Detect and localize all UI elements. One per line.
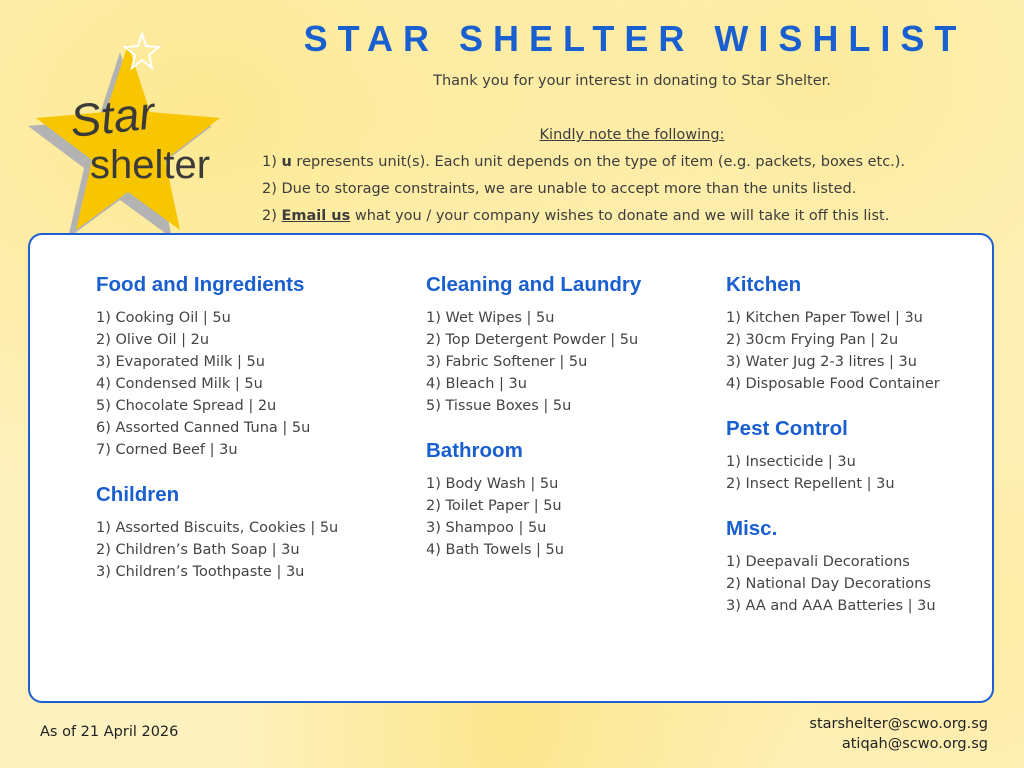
intro-point-1 [262,149,1002,176]
intro-point-3-rest: what you / your company wishes to donate and we will take it off this list. [350,208,890,224]
list-item: 4) Bath Towels | 5u [426,542,564,558]
list-item: 3) Fabric Softener | 5u [426,354,588,370]
list-item: 1) Deepavali Decorations [726,554,910,570]
list-item: 1) Kitchen Paper Towel | 3u [726,310,923,326]
section-title: Cleaning and Laundry [426,273,642,296]
item-list [426,307,706,417]
intro-point-1-prefix: 1) [262,154,282,170]
item-list [96,307,406,461]
section-title: Pest Control [726,417,848,440]
intro-spacer [262,95,1002,122]
list-item: 1) Body Wash | 5u [426,476,559,492]
section-title: Bathroom [426,439,523,462]
wishlist-card [28,233,994,703]
section-title: Misc. [726,517,778,540]
section-pest-control [726,417,986,495]
list-item: 3) Evaporated Milk | 5u [96,354,265,370]
column-3 [726,273,986,639]
list-item: 2) Children’s Bath Soap | 3u [96,542,300,558]
list-item: 2) Insect Repellent | 3u [726,476,895,492]
email-atiqah[interactable]: atiqah@scwo.org.sg [841,736,988,752]
list-item: 2) Toilet Paper | 5u [426,498,562,514]
list-item: 3) Shampoo | 5u [426,520,547,536]
section-children [96,483,406,583]
list-item: 6) Assorted Canned Tuna | 5u [96,420,311,436]
list-item: 1) Insecticide | 3u [726,454,856,470]
intro-point-1-bold: u [281,154,292,170]
section-title: Food and Ingredients [96,273,305,296]
column-1 [96,273,406,605]
intro-point-3 [262,203,1002,230]
list-item: 5) Chocolate Spread | 2u [96,398,277,414]
page-title: STAR SHELTER WISHLIST [303,18,967,59]
section-food [96,273,406,461]
section-kitchen [726,273,986,395]
intro [262,68,1002,230]
list-item: 2) Top Detergent Powder | 5u [426,332,639,348]
list-item: 2) 30cm Frying Pan | 2u [726,332,899,348]
intro-note-heading: Kindly note the following: [539,127,725,143]
intro-thanks: Thank you for your interest in donating to Star Shelter. [433,73,831,89]
list-item: 4) Bleach | 3u [426,376,527,392]
item-list [726,551,986,617]
logo-text-shelter: shelter [90,143,211,187]
section-cleaning [426,273,706,417]
intro-point-2: 2) Due to storage constraints, we are unable to accept more than the units listed. [262,181,857,197]
item-list [726,451,986,495]
list-item: 2) National Day Decorations [726,576,931,592]
list-item: 4) Disposable Food Container [726,376,940,392]
list-item: 5) Tissue Boxes | 5u [426,398,572,414]
star-shelter-logo [10,20,245,245]
list-item: 7) Corned Beef | 3u [96,442,238,458]
logo-text-star: Star [67,86,157,147]
as-of-date: As of 21 April 2026 [40,724,179,740]
item-list [726,307,986,395]
list-item: 3) Water Jug 2-3 litres | 3u [726,354,917,370]
list-item: 4) Condensed Milk | 5u [96,376,263,392]
item-list [426,473,706,561]
intro-point-1-rest: represents unit(s). Each unit depends on the type of item (e.g. packets, boxes etc.). [291,154,906,170]
email-us-link[interactable]: Email us [281,208,351,224]
column-2 [426,273,706,583]
section-bathroom [426,439,706,561]
list-item: 3) AA and AAA Batteries | 3u [726,598,936,614]
intro-point-3-prefix: 2) [262,208,282,224]
list-item: 3) Children’s Toothpaste | 3u [96,564,305,580]
item-list [96,517,406,583]
list-item: 1) Wet Wipes | 5u [426,310,555,326]
contact-emails [809,714,988,754]
list-item: 2) Olive Oil | 2u [96,332,210,348]
list-item: 1) Assorted Biscuits, Cookies | 5u [96,520,339,536]
list-item: 1) Cooking Oil | 5u [96,310,231,326]
email-starshelter[interactable]: starshelter@scwo.org.sg [809,716,988,732]
section-title: Children [96,483,180,506]
section-misc [726,517,986,617]
section-title: Kitchen [726,273,802,296]
